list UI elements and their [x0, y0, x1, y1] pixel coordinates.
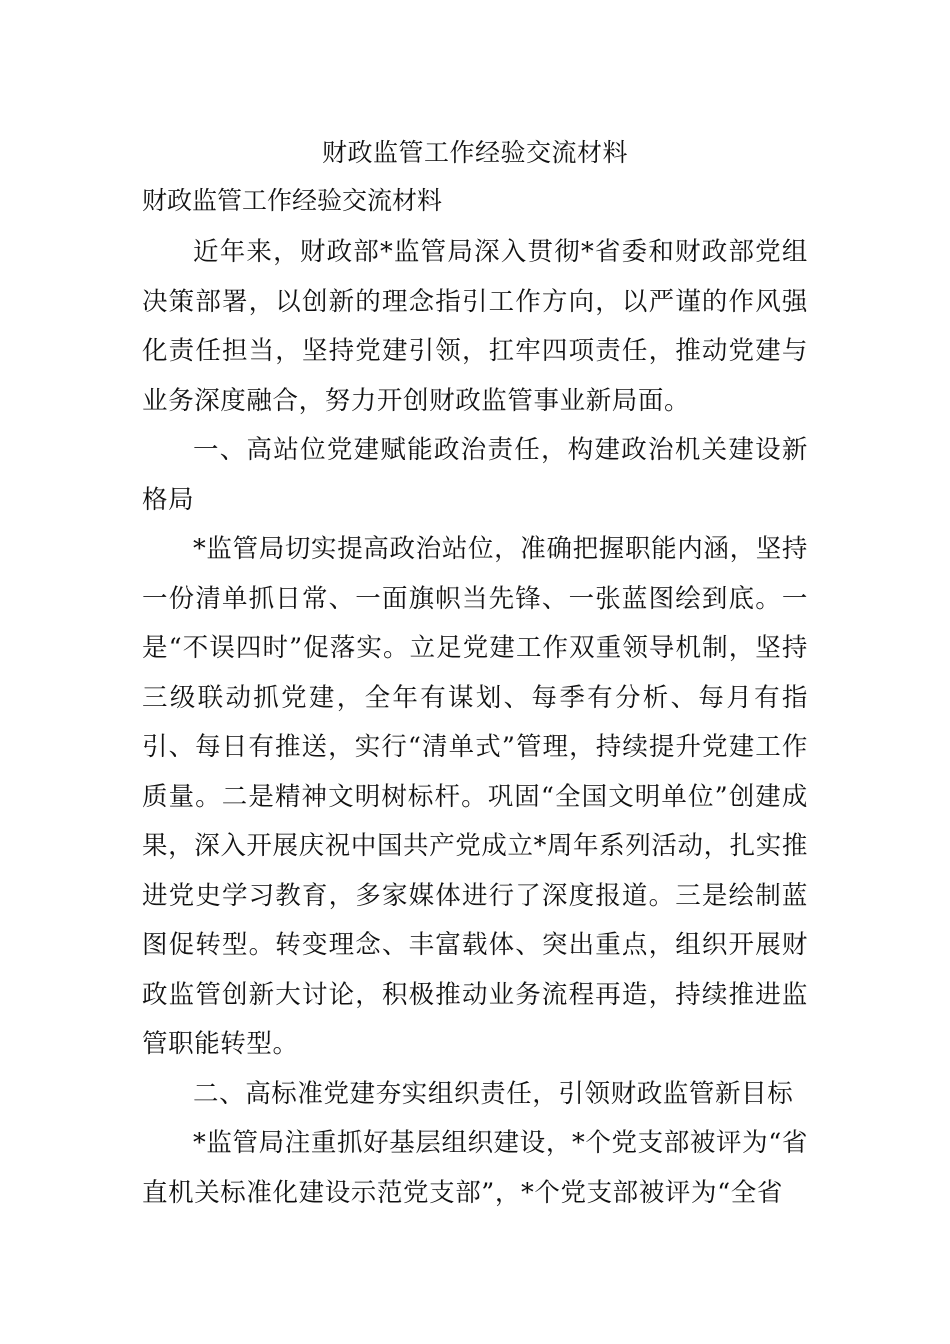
- document-subtitle: 财政监管工作经验交流材料: [142, 186, 443, 215]
- section-heading-2: 二、高标准党建夯实组织责任，引领财政监管新目标: [193, 1078, 794, 1109]
- section-heading-1: 一、高站位党建赋能政治责任，构建政治机关建设新格局: [142, 435, 808, 515]
- intro-paragraph: 近年来，财政部*监管局深入贯彻*省委和财政部党组决策部署，以创新的理念指引工作方向，以严谨的作风强化责任担当，坚持党建引领，扛牢四项责任，推动党建与业务深度融合，努力开创财政监管事业新局面。: [142, 237, 808, 416]
- document-body: [142, 228, 808, 1218]
- section-2-paragraph: *监管局注重抓好基层组织建设，*个党支部被评为“省直机关标准化建设示范党支部”，*个党支部被评为“全省: [142, 1128, 808, 1208]
- section-1-paragraph: *监管局切实提高政治站位，准确把握职能内涵，坚持一份清单抓日常、一面旗帜当先锋、一张蓝图绘到底。一是“不误四时”促落实。立足党建工作双重领导机制，坚持三级联动抓党建，全年有谋划、每季有分析、每月有指引、每日有推送，实行“清单式”管理，持续提升党建工作质量。二是精神文明树标杆。巩固“全国文明单位”创建成果，深入开展庆祝中国共产党成立*周年系列活动，扎实推进党史学习教育，多家媒体进行了深度报道。三是绘制蓝图促转型。转变理念、丰富载体、突出重点，组织开展财政监管创新大讨论，积极推动业务流程再造，持续推进监管职能转型。: [142, 534, 808, 1059]
- document-title: 财政监管工作经验交流材料: [321, 138, 628, 167]
